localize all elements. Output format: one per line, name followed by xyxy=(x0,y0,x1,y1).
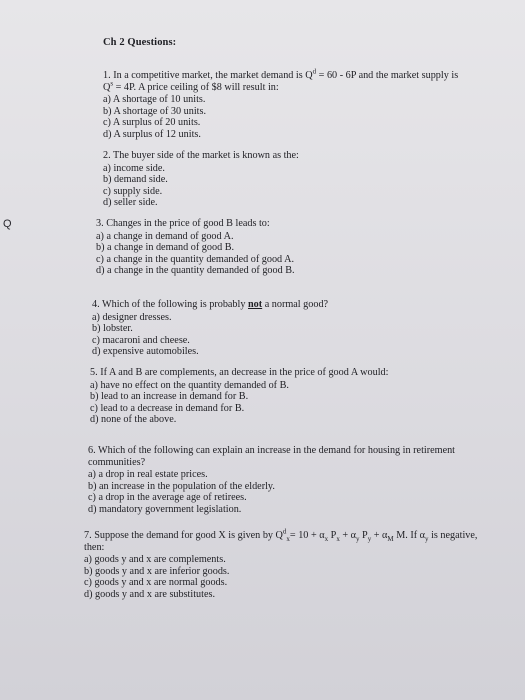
question-4 xyxy=(92,299,502,358)
question-5-option-b: b) lead to an increase in demand for B. xyxy=(90,391,249,403)
question-5-option-a: a) have no effect on the quantity demanded of B. xyxy=(90,379,289,391)
question-1-option-c: c) A surplus of 20 units. xyxy=(103,117,201,129)
question-3-stem: 3. Changes in the price of good B leads to: xyxy=(96,218,270,229)
question-4-option-b: b) lobster. xyxy=(92,323,133,335)
question-3-option-a: a) a change in demand of good A. xyxy=(96,230,234,242)
question-6-option-d: d) mandatory government legislation. xyxy=(88,503,242,515)
question-4-option-c: c) macaroni and cheese. xyxy=(92,334,190,346)
question-3-option-c: c) a change in the quantity demanded of good A. xyxy=(96,253,295,265)
question-2 xyxy=(103,150,503,209)
question-7 xyxy=(84,527,524,601)
question-6 xyxy=(88,445,508,516)
question-6-option-a: a) a drop in real estate prices. xyxy=(88,469,208,481)
question-5 xyxy=(90,367,500,426)
question-1-stem: 1. In a competitive market, the market demand is $Q^d = 60 - 6P$ and the market supply is $Q^s = 4P$. A price ceiling of $8 will result in: xyxy=(103,67,459,93)
question-2-option-d: d) seller side. xyxy=(103,197,158,209)
question-7-option-a: a) goods y and x are complements. xyxy=(84,554,226,566)
question-1-option-a: a) A shortage of 10 units. xyxy=(103,94,206,106)
question-6-option-c: c) a drop in the average age of retirees. xyxy=(88,492,247,504)
question-3-option-b: b) a change in demand of good B. xyxy=(96,242,235,254)
question-2-option-c: c) supply side. xyxy=(103,185,163,197)
emphasis-not: not xyxy=(248,299,263,310)
question-1-option-d: d) A surplus of 12 units. xyxy=(103,128,201,140)
question-3 xyxy=(96,218,496,277)
question-7-option-d: d) goods y and x are substitutes. xyxy=(84,588,216,600)
question-7-stem: 7. Suppose the demand for good X is given by $Q^d_x= 10 + \alpha_x$ $P_x + \alpha_y$ $P_y + \alpha_M$ M. If $\alpha_y$ is negative, then: xyxy=(84,527,478,553)
question-2-stem: 2. The buyer side of the market is known as the: xyxy=(103,150,299,161)
question-2-option-b: b) demand side. xyxy=(103,174,168,186)
question-1 xyxy=(103,67,503,141)
question-4-option-d: d) expensive automobiles. xyxy=(92,346,199,358)
question-4-option-a: a) designer dresses. xyxy=(92,311,172,323)
question-2-option-a: a) income side. xyxy=(103,162,165,174)
question-1-option-b: b) A shortage of 30 units. xyxy=(103,105,206,117)
question-6-stem: 6. Which of the following can explain an increase in the demand for housing in retirement communities? xyxy=(88,445,456,468)
question-5-option-d: d) none of the above. xyxy=(90,414,177,426)
question-6-option-b: b) an increase in the population of the elderly. xyxy=(88,480,275,492)
question-5-stem: 5. If A and B are complements, an decrease in the price of good A would: xyxy=(90,367,389,378)
question-7-option-b: b) goods y and x are inferior goods. xyxy=(84,565,230,577)
page-heading: Ch 2 Questions: xyxy=(103,37,177,48)
question-5-option-c: c) lead to a decrease in demand for B. xyxy=(90,402,245,414)
question-3-option-d: d) a change in the quantity demanded of good B. xyxy=(96,265,295,277)
question-7-option-c: c) goods y and x are normal goods. xyxy=(84,577,228,589)
question-4-stem: 4. Which of the following is probably not a normal good? xyxy=(92,299,329,310)
margin-mark: Q xyxy=(3,218,12,230)
